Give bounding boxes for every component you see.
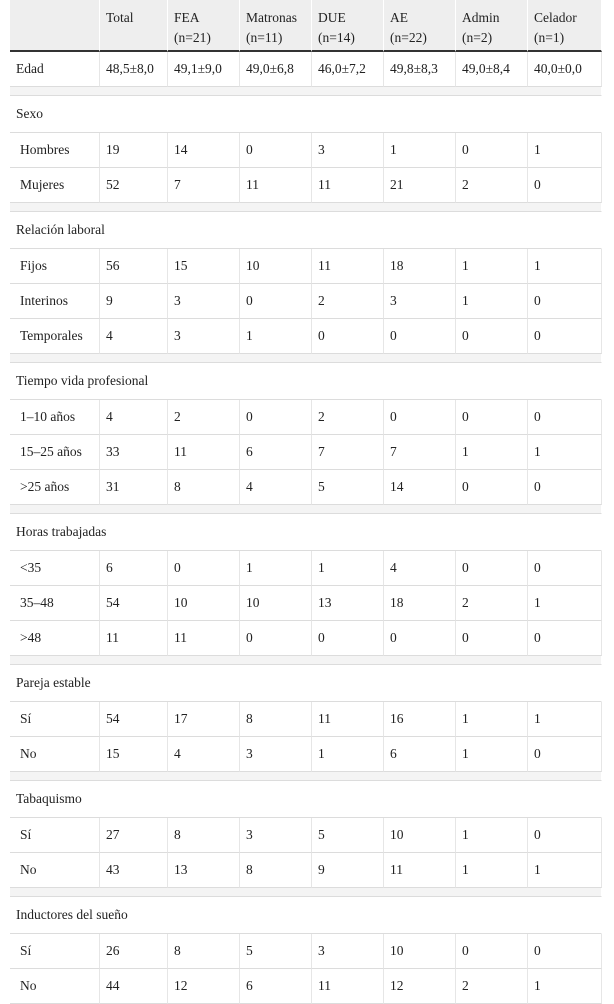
table-cell: 2 <box>312 284 384 319</box>
table-cell: 0 <box>528 168 602 203</box>
group-heading-row <box>10 665 602 702</box>
table-cell: 40,0±0,0 <box>528 52 602 87</box>
table-cell: 49,1±9,0 <box>168 52 240 87</box>
table-cell: 8 <box>240 702 312 737</box>
table-row <box>10 737 602 772</box>
table-row <box>10 702 602 737</box>
table-cell: 0 <box>456 133 528 168</box>
header-subtitle: (n=1) <box>534 30 565 45</box>
table-row <box>10 319 602 354</box>
header-cell-admin <box>456 0 528 52</box>
header-cell-ae <box>384 0 456 52</box>
table-cell: 6 <box>240 435 312 470</box>
table-cell: 6 <box>100 551 168 586</box>
group-heading: Tabaquismo <box>10 781 602 818</box>
table-row-edad <box>10 52 602 87</box>
table-cell: 0 <box>528 737 602 772</box>
table-cell: 10 <box>240 586 312 621</box>
table-row <box>10 400 602 435</box>
table-row <box>10 168 602 203</box>
row-label: Temporales <box>10 319 100 354</box>
table-cell: 2 <box>312 400 384 435</box>
table-row <box>10 551 602 586</box>
table-cell: 0 <box>456 400 528 435</box>
header-row <box>10 0 602 52</box>
table-cell: 4 <box>168 737 240 772</box>
table-cell: 2 <box>456 168 528 203</box>
table-body <box>10 52 602 1004</box>
table-cell: 0 <box>312 621 384 656</box>
row-label: Interinos <box>10 284 100 319</box>
header-subtitle: (n=14) <box>318 30 355 45</box>
table-cell: 0 <box>528 319 602 354</box>
table-cell: 10 <box>384 934 456 969</box>
table-row <box>10 470 602 505</box>
row-label: 1–10 años <box>10 400 100 435</box>
row-label: >48 <box>10 621 100 656</box>
table-cell: 4 <box>384 551 456 586</box>
table-cell: 11 <box>240 168 312 203</box>
table-cell: 0 <box>528 621 602 656</box>
spacer-cell <box>10 354 602 363</box>
table-cell: 1 <box>456 249 528 284</box>
spacer-cell <box>10 888 602 897</box>
table-cell: 10 <box>384 818 456 853</box>
header-title: AE <box>390 10 408 25</box>
table-cell: 52 <box>100 168 168 203</box>
group-heading-row <box>10 363 602 400</box>
table-container <box>10 0 602 1004</box>
spacer-cell <box>10 505 602 514</box>
group-heading: Inductores del sueño <box>10 897 602 934</box>
row-label: Hombres <box>10 133 100 168</box>
table-cell: 6 <box>240 969 312 1004</box>
table-cell: 3 <box>240 737 312 772</box>
table-cell: 4 <box>100 400 168 435</box>
row-label: Edad <box>10 52 100 87</box>
spacer-cell <box>10 203 602 212</box>
table-cell: 0 <box>384 400 456 435</box>
table-cell: 2 <box>168 400 240 435</box>
table-cell: 10 <box>240 249 312 284</box>
table-cell: 1 <box>528 435 602 470</box>
table-cell: 19 <box>100 133 168 168</box>
table-cell: 1 <box>456 702 528 737</box>
row-label: No <box>10 969 100 1004</box>
header-cell-fea <box>168 0 240 52</box>
table-row <box>10 621 602 656</box>
spacer-row <box>10 87 602 96</box>
table-cell: 11 <box>312 168 384 203</box>
group-heading-row <box>10 212 602 249</box>
spacer-row <box>10 505 602 514</box>
table-cell: 1 <box>240 319 312 354</box>
row-label: Sí <box>10 934 100 969</box>
table-cell: 3 <box>384 284 456 319</box>
table-cell: 49,0±8,4 <box>456 52 528 87</box>
table-cell: 1 <box>384 133 456 168</box>
header-cell-matronas <box>240 0 312 52</box>
table-cell: 14 <box>384 470 456 505</box>
table-row <box>10 133 602 168</box>
table-cell: 1 <box>528 969 602 1004</box>
table-cell: 1 <box>456 737 528 772</box>
table-cell: 0 <box>528 818 602 853</box>
table-cell: 6 <box>384 737 456 772</box>
header-subtitle: (n=2) <box>462 30 493 45</box>
table-cell: 12 <box>168 969 240 1004</box>
table-cell: 46,0±7,2 <box>312 52 384 87</box>
header-subtitle: (n=11) <box>246 30 283 45</box>
table-cell: 2 <box>456 586 528 621</box>
table-cell: 3 <box>168 319 240 354</box>
table-cell: 0 <box>528 934 602 969</box>
table-cell: 0 <box>456 319 528 354</box>
table-cell: 26 <box>100 934 168 969</box>
table-cell: 1 <box>312 551 384 586</box>
table-cell: 0 <box>456 470 528 505</box>
table-cell: 44 <box>100 969 168 1004</box>
table-cell: 7 <box>168 168 240 203</box>
table-cell: 0 <box>528 400 602 435</box>
group-heading: Horas trabajadas <box>10 514 602 551</box>
table-row <box>10 934 602 969</box>
table-cell: 11 <box>312 249 384 284</box>
group-heading-row <box>10 781 602 818</box>
table-cell: 54 <box>100 702 168 737</box>
table-cell: 1 <box>456 853 528 888</box>
row-label: No <box>10 737 100 772</box>
spacer-cell <box>10 656 602 665</box>
group-heading: Tiempo vida profesional <box>10 363 602 400</box>
table-cell: 11 <box>168 435 240 470</box>
header-title: Total <box>106 10 134 25</box>
table-cell: 11 <box>312 702 384 737</box>
table-cell: 1 <box>456 818 528 853</box>
group-heading-row <box>10 96 602 133</box>
table-cell: 49,0±6,8 <box>240 52 312 87</box>
table-cell: 8 <box>168 818 240 853</box>
table-cell: 0 <box>456 551 528 586</box>
table-cell: 1 <box>456 435 528 470</box>
table-cell: 48,5±8,0 <box>100 52 168 87</box>
row-label: Fijos <box>10 249 100 284</box>
table-cell: 1 <box>528 249 602 284</box>
row-label: 35–48 <box>10 586 100 621</box>
header-cell-total <box>100 0 168 52</box>
table-cell: 33 <box>100 435 168 470</box>
table-cell: 56 <box>100 249 168 284</box>
header-title: Matronas <box>246 10 297 25</box>
header-subtitle: (n=21) <box>174 30 211 45</box>
table-cell: 31 <box>100 470 168 505</box>
table-cell: 43 <box>100 853 168 888</box>
row-label: >25 años <box>10 470 100 505</box>
table-cell: 1 <box>240 551 312 586</box>
table-row <box>10 435 602 470</box>
table-cell: 54 <box>100 586 168 621</box>
header-cell-label <box>10 0 100 52</box>
table-cell: 18 <box>384 249 456 284</box>
table-cell: 0 <box>240 133 312 168</box>
table-cell: 8 <box>168 934 240 969</box>
table-cell: 17 <box>168 702 240 737</box>
header-title: Celador <box>534 10 577 25</box>
group-heading: Relación laboral <box>10 212 602 249</box>
table-cell: 1 <box>312 737 384 772</box>
table-cell: 12 <box>384 969 456 1004</box>
table-cell: 21 <box>384 168 456 203</box>
table-cell: 1 <box>456 284 528 319</box>
table-cell: 9 <box>100 284 168 319</box>
table-cell: 1 <box>528 702 602 737</box>
table-cell: 3 <box>312 934 384 969</box>
group-heading: Sexo <box>10 96 602 133</box>
table-cell: 7 <box>384 435 456 470</box>
table-cell: 14 <box>168 133 240 168</box>
table-cell: 0 <box>384 621 456 656</box>
spacer-cell <box>10 772 602 781</box>
table-cell: 15 <box>168 249 240 284</box>
table-cell: 0 <box>528 284 602 319</box>
demographics-table <box>10 0 602 1004</box>
table-cell: 13 <box>312 586 384 621</box>
spacer-row <box>10 203 602 212</box>
row-label: Mujeres <box>10 168 100 203</box>
table-cell: 2 <box>456 969 528 1004</box>
header-cell-due <box>312 0 384 52</box>
table-cell: 0 <box>528 470 602 505</box>
table-cell: 0 <box>528 551 602 586</box>
table-cell: 4 <box>240 470 312 505</box>
table-row <box>10 969 602 1004</box>
table-row <box>10 853 602 888</box>
spacer-row <box>10 772 602 781</box>
table-cell: 13 <box>168 853 240 888</box>
table-cell: 11 <box>100 621 168 656</box>
table-cell: 18 <box>384 586 456 621</box>
table-cell: 16 <box>384 702 456 737</box>
table-cell: 0 <box>456 934 528 969</box>
header-title: DUE <box>318 10 346 25</box>
row-label: No <box>10 853 100 888</box>
header-cell-celador <box>528 0 602 52</box>
table-cell: 49,8±8,3 <box>384 52 456 87</box>
row-label: <35 <box>10 551 100 586</box>
table-cell: 0 <box>384 319 456 354</box>
group-heading-row <box>10 514 602 551</box>
row-label: Sí <box>10 702 100 737</box>
group-heading-row <box>10 897 602 934</box>
table-cell: 3 <box>312 133 384 168</box>
table-row <box>10 818 602 853</box>
table-cell: 11 <box>168 621 240 656</box>
spacer-row <box>10 656 602 665</box>
table-cell: 9 <box>312 853 384 888</box>
header-title: FEA <box>174 10 200 25</box>
table-cell: 5 <box>312 818 384 853</box>
header-subtitle: (n=22) <box>390 30 427 45</box>
header-title: Admin <box>462 10 500 25</box>
table-cell: 1 <box>528 853 602 888</box>
table-cell: 3 <box>168 284 240 319</box>
table-cell: 0 <box>168 551 240 586</box>
table-row <box>10 586 602 621</box>
group-heading: Pareja estable <box>10 665 602 702</box>
table-cell: 0 <box>240 621 312 656</box>
row-label: 15–25 años <box>10 435 100 470</box>
table-cell: 0 <box>240 400 312 435</box>
table-cell: 0 <box>456 621 528 656</box>
table-row <box>10 284 602 319</box>
table-cell: 27 <box>100 818 168 853</box>
table-cell: 15 <box>100 737 168 772</box>
table-cell: 8 <box>240 853 312 888</box>
table-cell: 4 <box>100 319 168 354</box>
row-label: Sí <box>10 818 100 853</box>
table-row <box>10 249 602 284</box>
table-cell: 10 <box>168 586 240 621</box>
table-cell: 7 <box>312 435 384 470</box>
table-cell: 0 <box>312 319 384 354</box>
spacer-row <box>10 354 602 363</box>
table-cell: 11 <box>384 853 456 888</box>
table-cell: 3 <box>240 818 312 853</box>
table-cell: 1 <box>528 133 602 168</box>
table-header <box>10 0 602 52</box>
table-cell: 0 <box>240 284 312 319</box>
table-cell: 5 <box>240 934 312 969</box>
spacer-row <box>10 888 602 897</box>
table-cell: 11 <box>312 969 384 1004</box>
table-cell: 5 <box>312 470 384 505</box>
table-cell: 1 <box>528 586 602 621</box>
spacer-cell <box>10 87 602 96</box>
table-cell: 8 <box>168 470 240 505</box>
